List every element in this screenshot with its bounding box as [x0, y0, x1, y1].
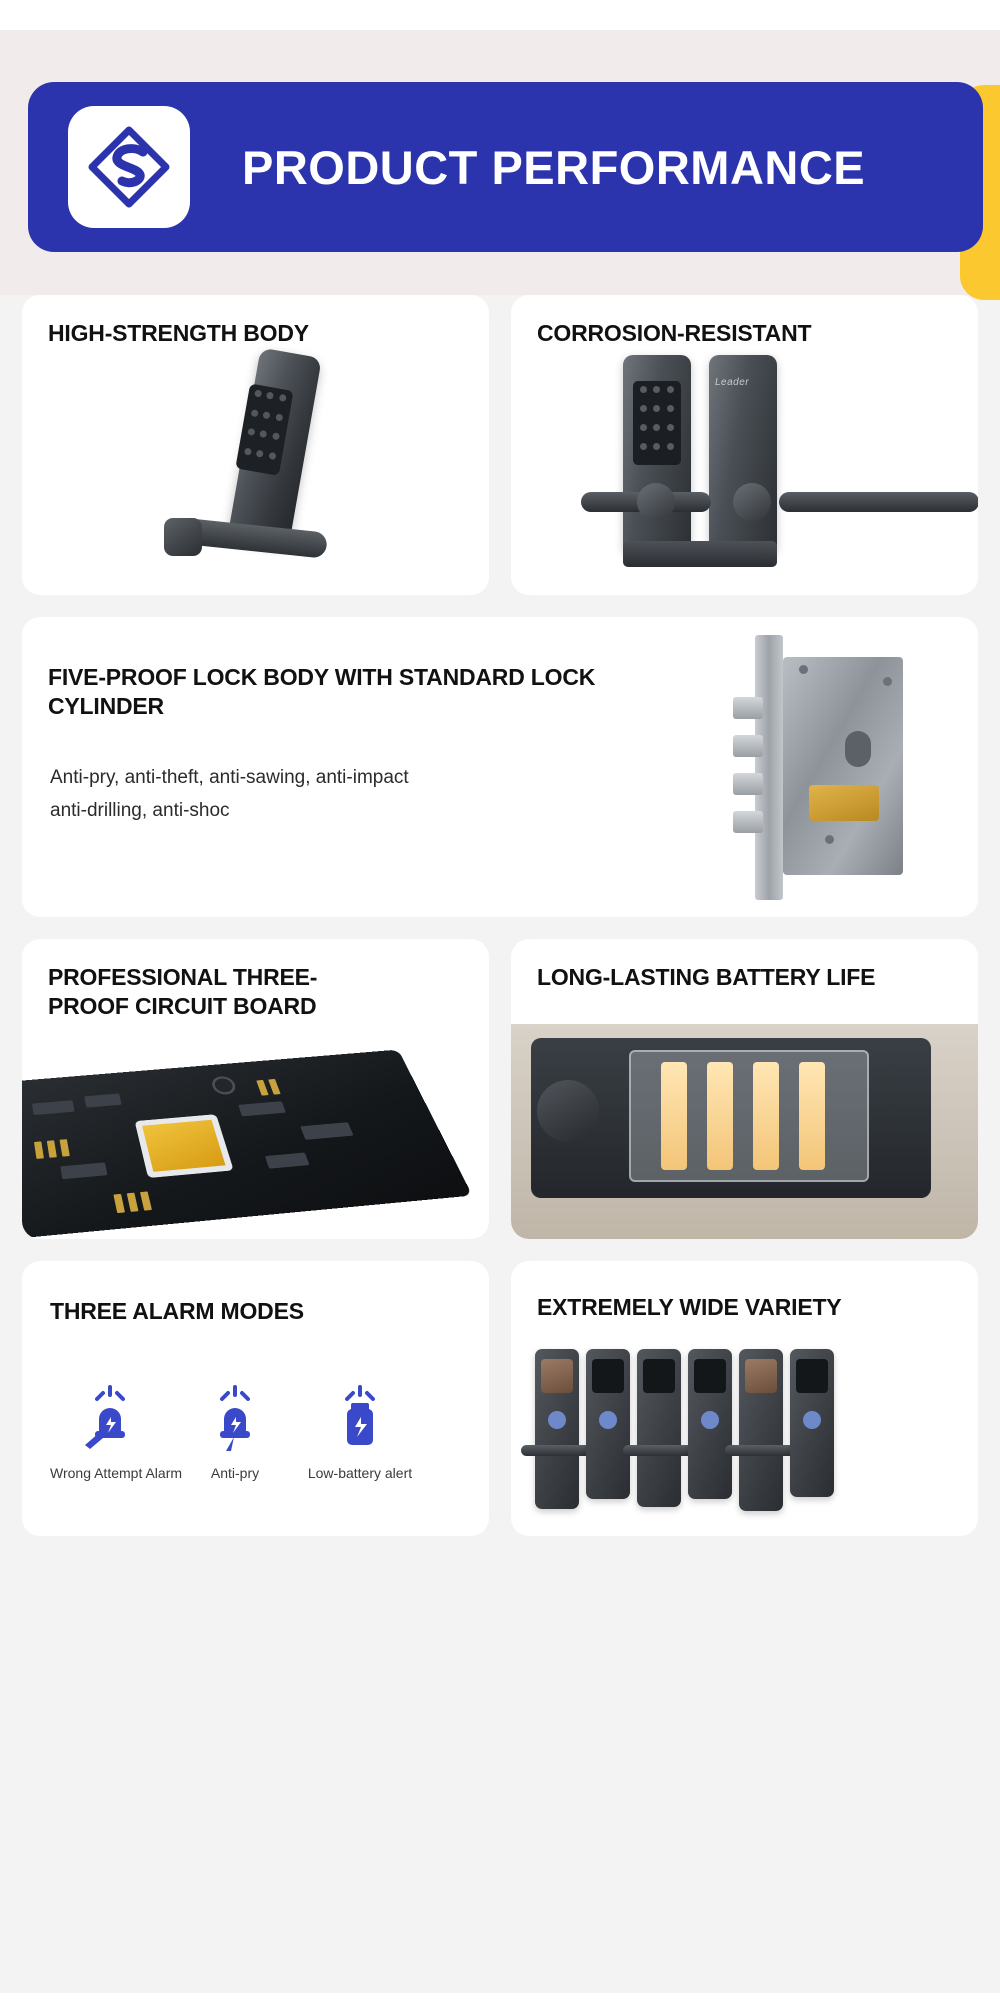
lock-lineup-illustration [535, 1349, 955, 1524]
cards-row-3 [22, 939, 978, 1239]
card-three-proof-circuit-board [22, 939, 489, 1239]
anti-pry-alarm-icon [175, 1381, 295, 1455]
lock-brand-label: Leader [715, 377, 750, 388]
card-title: CORROSION-RESISTANT [537, 320, 812, 346]
card-subtitle-line2: anti-drilling, anti-shoc [50, 800, 230, 821]
page-title: PRODUCT PERFORMANCE [242, 140, 866, 194]
cards-grid [0, 295, 1000, 1558]
cards-row-4 [22, 1261, 978, 1536]
header-banner [28, 82, 983, 252]
card-long-lasting-battery [511, 939, 978, 1239]
card-extremely-wide-variety [511, 1261, 978, 1536]
card-subtitle-line1: Anti-pry, anti-theft, anti-sawing, anti-impact [50, 767, 409, 788]
alarm-mode-label: Low-battery alert [307, 1465, 413, 1481]
card-title: HIGH-STRENGTH BODY [48, 320, 309, 346]
alarm-mode-item [50, 1381, 183, 1481]
alarm-modes-list [50, 1381, 420, 1481]
header-band [0, 30, 1000, 295]
low-battery-alert-icon [300, 1381, 420, 1455]
alarm-mode-item [300, 1381, 420, 1481]
card-title: FIVE-PROOF LOCK BODY WITH STANDARD LOCK CYLINDER [48, 664, 596, 719]
card-title: PROFESSIONAL THREE-PROOF CIRCUIT BOARD [48, 964, 318, 1019]
card-five-proof-lock-body [22, 617, 978, 917]
alarm-mode-label: Wrong Attempt Alarm [50, 1465, 183, 1481]
wrong-attempt-alarm-icon [50, 1381, 170, 1455]
mortise-lock-body-illustration [733, 635, 923, 900]
card-title: EXTREMELY WIDE VARIETY [537, 1294, 842, 1320]
leader-s-logo-icon [68, 106, 190, 228]
alarm-mode-item [175, 1381, 295, 1481]
cards-row-1 [22, 295, 978, 595]
card-title: THREE ALARM MODES [50, 1298, 304, 1324]
alarm-mode-label: Anti-pry [210, 1465, 260, 1481]
card-three-alarm-modes [22, 1261, 489, 1536]
card-high-strength-body [22, 295, 489, 595]
cards-row-2 [22, 617, 978, 917]
card-corrosion-resistant [511, 295, 978, 595]
smart-lock-panels-illustration [581, 355, 978, 580]
smart-lock-angled-illustration [172, 350, 352, 580]
footer-strip [0, 1993, 1000, 2005]
circuit-board-illustration [22, 1050, 472, 1239]
card-title: LONG-LASTING BATTERY LIFE [537, 964, 876, 990]
battery-compartment-illustration [511, 1024, 978, 1239]
